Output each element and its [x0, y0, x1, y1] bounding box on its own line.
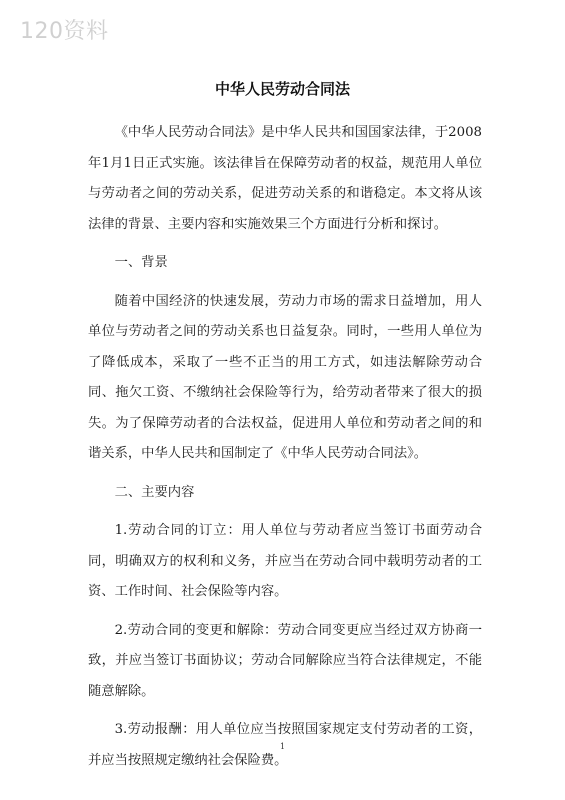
watermark-logo: 120资料: [20, 19, 109, 44]
document-title: 中华人民劳动合同法: [214, 80, 350, 98]
section-heading-background: 一、背景: [114, 255, 168, 270]
intro-paragraph: 《中华人民劳动合同法》是中华人民共和国国家法律，于2008年1月1日正式实施。该法律旨在保障劳动者的权益，规范用人单位与劳动者之间的劳动关系，促进劳动关系的和谐稳定。本文将从该法律的背景、主要内容和实施效果三个方面进行分析和探讨。: [88, 125, 482, 232]
content-item-2: 2.劳动合同的变更和解除：劳动合同变更应当经过双方协商一致，并应当签订书面协议；劳动合同解除应当符合法律规定，不能随意解除。: [88, 622, 482, 699]
section-heading-main-content: 二、主要内容: [114, 484, 195, 500]
page-number: 1: [279, 742, 286, 751]
document-body: [88, 118, 482, 784]
content-item-1: 1.劳动合同的订立：用人单位与劳动者应当签订书面劳动合同，明确双方的权利和义务，并应当在劳动合同中载明劳动者的工资、工作时间、社会保险等内容。: [88, 523, 482, 599]
content-item-3: 3.劳动报酬：用人单位应当按照国家规定支付劳动者的工资，并应当按照规定缴纳社会保险费。: [88, 722, 482, 768]
background-paragraph: 随着中国经济的快速发展，劳动力市场的需求日益增加，用人单位与劳动者之间的劳动关系也日益复杂。同时，一些用人单位为了降低成本，采取了一些不正当的用工方式，如违法解除劳动合同、拖欠工资、不缴纳社会保险等行为，给劳动者带来了很大的损失。为了保障劳动者的合法权益，促进用人单位和劳动者之间的和谐关系，中华人民共和国制定了《中华人民劳动合同法》。: [88, 293, 482, 461]
